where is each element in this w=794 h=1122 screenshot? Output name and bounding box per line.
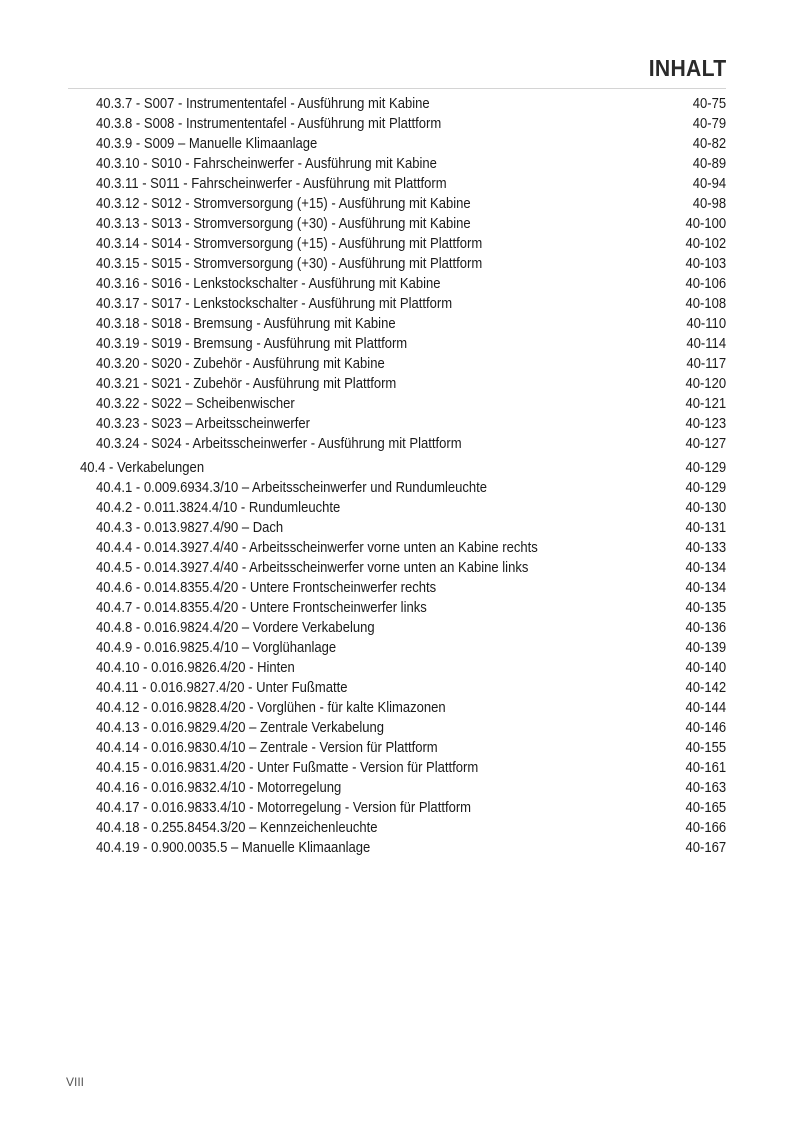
toc-entry-page: 40-108 <box>685 296 726 312</box>
toc-entry-page: 40-161 <box>685 760 726 776</box>
toc-entry-page: 40-144 <box>685 700 726 716</box>
toc-entry-page: 40-127 <box>685 436 726 452</box>
toc-entry-page: 40-75 <box>692 96 726 112</box>
toc-entry-page: 40-139 <box>685 640 726 656</box>
toc-entry-title: 40.4.9 - 0.016.9825.4/10 – Vorglühanlage <box>96 640 337 656</box>
toc-entry[interactable] <box>80 394 726 414</box>
toc-entry-page: 40-134 <box>685 580 726 596</box>
toc-entry-page: 40-79 <box>692 116 726 132</box>
toc-entry-page: 40-142 <box>685 680 726 696</box>
toc-entry-page: 40-102 <box>685 236 726 252</box>
toc-entry-title: 40.3.12 - S012 - Stromversorgung (+15) - Ausführung mit Kabine <box>96 196 471 212</box>
toc-entry-page: 40-155 <box>685 740 726 756</box>
toc-entry-page: 40-146 <box>685 720 726 736</box>
toc-entry-title: 40.3.23 - S023 – Arbeitsscheinwerfer <box>96 416 311 432</box>
toc-entry-title: 40.4.1 - 0.009.6934.3/10 – Arbeitsscheinwerfer und Rundumleuchte <box>96 480 488 496</box>
table-of-contents <box>80 94 726 858</box>
toc-entry[interactable] <box>80 818 726 838</box>
toc-entry-title: 40.3.18 - S018 - Bremsung - Ausführung mit Kabine <box>96 316 396 332</box>
toc-entry-title: 40.3.13 - S013 - Stromversorgung (+30) - Ausführung mit Kabine <box>96 216 471 232</box>
page-title: INHALT <box>648 55 726 81</box>
toc-entry-title: 40.4.17 - 0.016.9833.4/10 - Motorregelung - Version für Plattform <box>96 800 472 816</box>
toc-entry[interactable] <box>80 334 726 354</box>
toc-entry[interactable] <box>80 274 726 294</box>
toc-entry-title: 40.4.13 - 0.016.9829.4/20 – Zentrale Verkabelung <box>96 720 385 736</box>
toc-entry-page: 40-123 <box>685 416 726 432</box>
toc-entry-title: 40.4.7 - 0.014.8355.4/20 - Untere Frontscheinwerfer links <box>96 600 427 616</box>
toc-entry[interactable] <box>80 658 726 678</box>
toc-entry-page: 40-167 <box>685 840 726 856</box>
toc-entry-page: 40-133 <box>685 540 726 556</box>
toc-entry[interactable] <box>80 698 726 718</box>
toc-entry-title: 40.3.11 - S011 - Fahrscheinwerfer - Ausführung mit Plattform <box>96 176 447 192</box>
toc-entry[interactable] <box>80 478 726 498</box>
toc-entry-title: 40.4.15 - 0.016.9831.4/20 - Unter Fußmatte - Version für Plattform <box>96 760 479 776</box>
toc-entry-title: 40.4.5 - 0.014.3927.4/40 - Arbeitsscheinwerfer vorne unten an Kabine links <box>96 560 529 576</box>
toc-entry-page: 40-106 <box>685 276 726 292</box>
toc-entry[interactable] <box>80 538 726 558</box>
toc-entry[interactable] <box>80 214 726 234</box>
toc-entry[interactable] <box>80 558 726 578</box>
toc-entry-title: 40.4.19 - 0.900.0035.5 – Manuelle Klimaanlage <box>96 840 371 856</box>
header-divider <box>68 88 726 89</box>
toc-entry[interactable] <box>80 778 726 798</box>
toc-entry-page: 40-114 <box>686 336 726 352</box>
toc-entry-page: 40-165 <box>685 800 726 816</box>
toc-entry[interactable] <box>80 718 726 738</box>
toc-entry-page: 40-130 <box>685 500 726 516</box>
toc-entry[interactable] <box>80 518 726 538</box>
toc-entry-page: 40-129 <box>685 460 726 476</box>
toc-entry-page: 40-129 <box>685 480 726 496</box>
toc-entry-title: 40.3.20 - S020 - Zubehör - Ausführung mit Kabine <box>96 356 385 372</box>
toc-entry[interactable] <box>80 374 726 394</box>
toc-entry-title: 40.4.6 - 0.014.8355.4/20 - Untere Frontscheinwerfer rechts <box>96 580 437 596</box>
toc-entry[interactable] <box>80 738 726 758</box>
toc-entry[interactable] <box>80 638 726 658</box>
toc-entry[interactable] <box>80 254 726 274</box>
toc-entry-title: 40.4.14 - 0.016.9830.4/10 – Zentrale - Version für Plattform <box>96 740 438 756</box>
toc-entry-page: 40-140 <box>685 660 726 676</box>
toc-entry-title: 40.4.2 - 0.011.3824.4/10 - Rundumleuchte <box>96 500 341 516</box>
toc-entry-title: 40.3.7 - S007 - Instrumententafel - Ausführung mit Kabine <box>96 96 430 112</box>
toc-entry-title: 40.3.22 - S022 – Scheibenwischer <box>96 396 295 412</box>
toc-entry-page: 40-120 <box>685 376 726 392</box>
toc-entry[interactable] <box>80 314 726 334</box>
toc-entry-title: 40.3.21 - S021 - Zubehör - Ausführung mit Plattform <box>96 376 397 392</box>
toc-entry-page: 40-136 <box>685 620 726 636</box>
toc-entry-page: 40-163 <box>685 780 726 796</box>
toc-entry-page: 40-100 <box>685 216 726 232</box>
toc-entry-page: 40-131 <box>685 520 726 536</box>
toc-entry-title: 40.4.8 - 0.016.9824.4/20 – Vordere Verkabelung <box>96 620 375 636</box>
toc-entry-title: 40.4.4 - 0.014.3927.4/40 - Arbeitsscheinwerfer vorne unten an Kabine rechts <box>96 540 538 556</box>
toc-entry-page: 40-134 <box>685 560 726 576</box>
toc-entry-title: 40.4.12 - 0.016.9828.4/20 - Vorglühen - für kalte Klimazonen <box>96 700 446 716</box>
toc-entry-page: 40-89 <box>692 156 726 172</box>
toc-entry-page: 40-110 <box>686 316 726 332</box>
toc-entry[interactable] <box>80 678 726 698</box>
page-number: VIII <box>66 1075 85 1089</box>
toc-entry[interactable] <box>80 154 726 174</box>
toc-entry-title: 40.3.16 - S016 - Lenkstockschalter - Ausführung mit Kabine <box>96 276 441 292</box>
toc-entry[interactable] <box>80 354 726 374</box>
toc-entry[interactable] <box>80 434 726 454</box>
toc-entry[interactable] <box>80 798 726 818</box>
toc-entry-title: 40.4 - Verkabelungen <box>80 460 205 476</box>
toc-entry-page: 40-166 <box>685 820 726 836</box>
toc-entry-title: 40.3.10 - S010 - Fahrscheinwerfer - Ausführung mit Kabine <box>96 156 437 172</box>
toc-entry-title: 40.3.19 - S019 - Bremsung - Ausführung mit Plattform <box>96 336 408 352</box>
toc-entry[interactable] <box>80 234 726 254</box>
toc-entry-page: 40-121 <box>685 396 726 412</box>
toc-entry-title: 40.3.15 - S015 - Stromversorgung (+30) - Ausführung mit Plattform <box>96 256 483 272</box>
toc-entry[interactable] <box>80 114 726 134</box>
toc-entry[interactable] <box>80 578 726 598</box>
toc-entry-title: 40.3.17 - S017 - Lenkstockschalter - Ausführung mit Plattform <box>96 296 453 312</box>
toc-entry-page: 40-117 <box>686 356 726 372</box>
toc-entry-title: 40.4.10 - 0.016.9826.4/20 - Hinten <box>96 660 295 676</box>
toc-entry-page: 40-98 <box>692 196 726 212</box>
toc-entry-title: 40.4.16 - 0.016.9832.4/10 - Motorregelung <box>96 780 342 796</box>
toc-entry[interactable] <box>80 294 726 314</box>
toc-entry-page: 40-103 <box>685 256 726 272</box>
toc-entry[interactable] <box>80 838 726 858</box>
toc-entry-page: 40-82 <box>692 136 726 152</box>
toc-entry[interactable] <box>80 94 726 114</box>
toc-entry-title: 40.4.18 - 0.255.8454.3/20 – Kennzeichenleuchte <box>96 820 378 836</box>
toc-entry[interactable] <box>80 618 726 638</box>
toc-section-entry[interactable] <box>80 458 726 478</box>
toc-entry-page: 40-135 <box>685 600 726 616</box>
toc-entry[interactable] <box>80 598 726 618</box>
toc-entry-page: 40-94 <box>692 176 726 192</box>
toc-entry[interactable] <box>80 498 726 518</box>
toc-entry-title: 40.3.24 - S024 - Arbeitsscheinwerfer - Ausführung mit Plattform <box>96 436 462 452</box>
toc-entry[interactable] <box>80 414 726 434</box>
toc-entry[interactable] <box>80 758 726 778</box>
toc-entry-title: 40.3.14 - S014 - Stromversorgung (+15) - Ausführung mit Plattform <box>96 236 483 252</box>
toc-entry[interactable] <box>80 194 726 214</box>
toc-entry-title: 40.4.11 - 0.016.9827.4/20 - Unter Fußmatte <box>96 680 348 696</box>
toc-entry-title: 40.4.3 - 0.013.9827.4/90 – Dach <box>96 520 284 536</box>
toc-entry[interactable] <box>80 134 726 154</box>
toc-entry[interactable] <box>80 174 726 194</box>
toc-entry-title: 40.3.8 - S008 - Instrumententafel - Ausführung mit Plattform <box>96 116 442 132</box>
toc-entry-title: 40.3.9 - S009 – Manuelle Klimaanlage <box>96 136 318 152</box>
